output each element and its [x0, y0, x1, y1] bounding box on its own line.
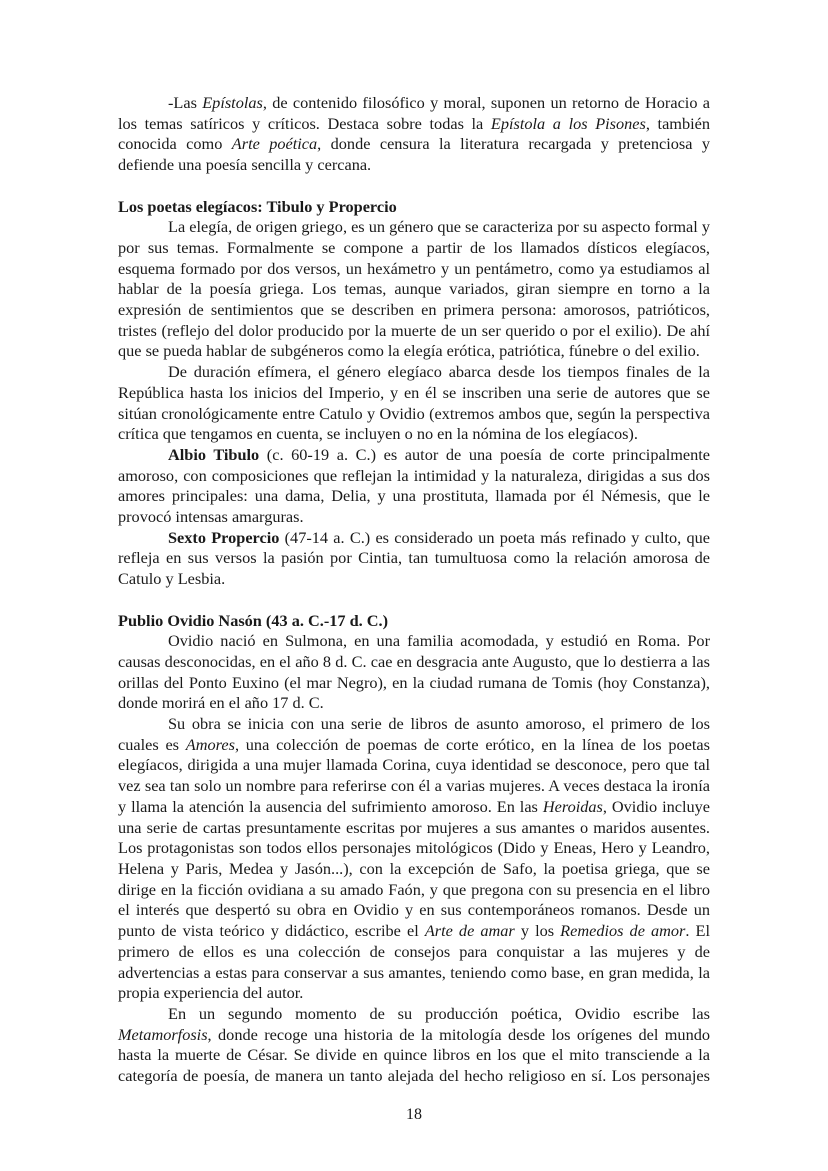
- text-run: (c. 60-19 a. C.) es autor de una poesía de corte principalmente amoroso, con composiciones que reflejan la intimidad y la naturaleza, dirigidas a sus dos amores principales: una dama, Delia, y una prostituta, llamada por él Némesis, que le provocó intensas amarguras.: [118, 444, 710, 527]
- author-name: Albio Tibulo: [168, 444, 260, 464]
- elegia-paragraph: La elegía, de origen griego, es un género que se caracteriza por su aspecto formal y por sus temas. Formalmente se compone a partir de los llamados dísticos elegíacos, esquema formado por dos versos, un hexámetro y un pentámetro, como ya estudiamos al hablar de la poesía griega. Los temas, aunque variados, giran siempre en torno a la expresión de sentimientos que se describen en primera persona: amorosos, patrióticos, tristes (reflejo del dolor producido por la muerte de un ser querido o por el exilio). De ahí que se pueda hablar de subgéneros como la elegía erótica, patriótica, fúnebre o del exilio.: [118, 217, 711, 361]
- metamorfosis-paragraph: [118, 1004, 710, 1087]
- text-run: , también conocida como: [118, 113, 711, 154]
- document-page: [118, 93, 710, 1087]
- text-run: , donde recoge una historia de la mitología desde los orígenes del mundo hasta la muerte de César. Se divide en quince libros en los que el mito transciende a la categoría de poesía, de manera un tanto alejada del hecho religioso en sí. Los personajes: [118, 1024, 710, 1086]
- page-number: 18: [406, 1106, 422, 1123]
- tibulo-paragraph: [118, 445, 710, 528]
- spacer: [118, 590, 710, 611]
- duracion-paragraph: De duración efímera, el género elegíaco abarca desde los tiempos finales de la República hasta los inicios del Imperio, y en él se inscriben una serie de autores que se sitúan cronológicamente entre Catulo y Ovidio (extremos ambos que, según la perspectiva crítica que tengamos en cuenta, se incluyen o no en la nómina de los elegíacos).: [118, 362, 710, 444]
- text-run: , de contenido filosófico y moral, suponen un retorno de Horacio a los temas satíricos y críticos. Destaca sobre todas la: [118, 93, 711, 133]
- text-run: -Las: [168, 93, 203, 112]
- text-run: En un segundo momento de su producción poética, Ovidio escribe las: [168, 1003, 710, 1023]
- work-title: Arte poética: [231, 134, 318, 154]
- epistolas-paragraph: [118, 93, 710, 176]
- propercio-paragraph: [118, 528, 710, 590]
- section-heading-elegiacos: Los poetas elegíacos: Tibulo y Propercio: [118, 196, 397, 216]
- work-title: Remedios de amor: [560, 921, 686, 941]
- text-run: . El primero de ellos es una colección de consejos para conquistar a las mujeres y de advertencias a estas para conservar a sus amantes, teniendo como base, en gran medida, la propia experiencia del autor.: [118, 921, 711, 1003]
- work-title: Epístola a los Pisones: [490, 113, 646, 133]
- text-run: , Ovidio incluye una serie de cartas presuntamente escritas por mujeres a sus amantes o maridos ausentes. Los protagonistas son todos ellos personajes mitológicos (Dido y Eneas, Hero y Leandro, Helena y Paris, Medea y Jasón...), con la excepción de Safo, la poetisa griega, que se dirige en la ficción ovidiana a su amado Faón, y que pregona con su presencia en el libro el interés que despertó su obra en Ovidio y en sus contemporáneos romanos. Desde un punto de vista teórico y didáctico, escribe el: [118, 796, 711, 941]
- work-title: Epístolas: [202, 93, 263, 112]
- work-title: Amores: [185, 734, 235, 754]
- ovidio-obra-paragraph: [118, 714, 710, 1004]
- author-name: Sexto Propercio: [168, 527, 280, 547]
- spacer: [118, 176, 710, 197]
- ovidio-bio-paragraph: Ovidio nació en Sulmona, en una familia acomodada, y estudió en Roma. Por causas desconocidas, en el año 8 d. C. cae en desgracia ante Augusto, que lo destierra a las orillas del Ponto Euxino (el mar Negro), en la ciudad rumana de Tomis (hoy Constanza), donde morirá en el año 17 d. C.: [118, 631, 710, 713]
- work-title: Metamorfosis: [118, 1024, 208, 1044]
- work-title: Arte de amar: [424, 921, 515, 941]
- text-run: y los: [514, 921, 561, 941]
- section-heading-ovidio: Publio Ovidio Nasón (43 a. C.-17 d. C.): [118, 610, 389, 630]
- text-run: (47-14 a. C.) es considerado un poeta más refinado y culto, que refleja en sus versos la pasión por Cintia, tan tumultuosa como la relación amorosa de Catulo y Lesbia.: [118, 527, 711, 589]
- work-title: Heroidas: [542, 796, 603, 816]
- text-run: Su obra se inicia con una serie de libros de asunto amoroso, el primero de los cuales es: [118, 714, 710, 754]
- text-run: , una colección de poemas de corte erótico, en la línea de los poetas elegíacos, dirigida a una mujer llamada Corina, cuya identidad se desconoce, pero que tal vez sea tan solo un nombre para referirse con él a varias mujeres. A veces destaca la ironía y llama la atención la ausencia del sufrimiento amoroso. En las: [118, 734, 710, 816]
- text-run: , donde censura la literatura recargada y pretenciosa y defiende una poesía sencilla y cercana.: [118, 134, 710, 175]
